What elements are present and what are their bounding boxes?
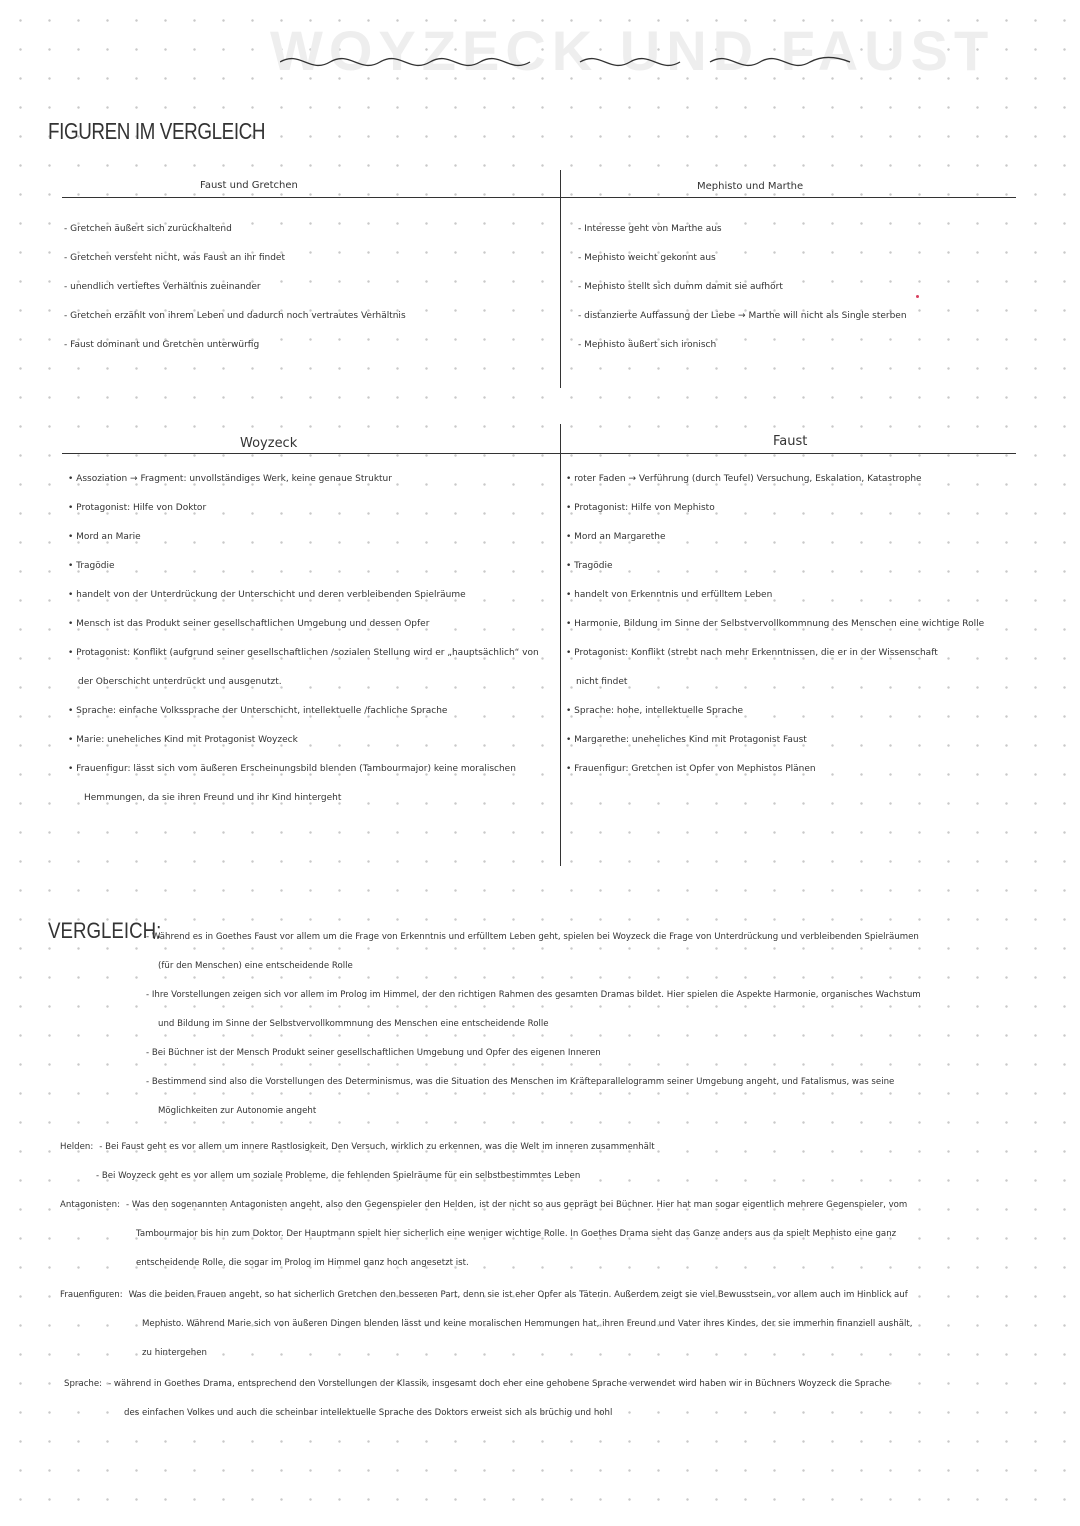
bottom-table-hline	[62, 453, 1016, 454]
list-item: - Gretchen versteht nicht, was Faust an ihr findet	[64, 253, 285, 263]
helden-section	[60, 1133, 1020, 1191]
red-dot-mark	[916, 295, 919, 298]
list-item: • Protagonist: Konflikt (aufgrund seiner gesellschaftlichen /sozialen Stellung wird er „hauptsächlich“ von	[68, 648, 539, 658]
frauenfiguren-line: zu hintergehen	[142, 1348, 207, 1358]
list-item: • Tragödie	[68, 561, 115, 571]
sprache-line: des einfachen Volkes und auch die scheinbar intellektuelle Sprache des Doktors erweist sich als brüchig und hohl	[124, 1408, 613, 1418]
list-item: • Frauenfigur: lässt sich vom äußeren Erscheinungsbild blenden (Tambourmajor) keine moralischen	[68, 764, 516, 774]
vergleich-line: und Bildung im Sinne der Selbstvervollkommnung des Menschen eine entscheidende Rolle	[158, 1019, 549, 1029]
vergleich-line: (für den Menschen) eine entscheidende Rolle	[158, 961, 353, 971]
title-squiggle	[280, 40, 860, 80]
list-item: • Sprache: einfache Volkssprache der Unterschicht, intellektuelle /fachliche Sprache	[68, 706, 448, 716]
frauenfiguren-section	[60, 1281, 1040, 1368]
vergleich-text	[146, 923, 1026, 1126]
list-item: • Protagonist: Hilfe von Mephisto	[566, 503, 715, 513]
list-item: - unendlich vertieftes Verhältnis zueinander	[64, 282, 261, 292]
sprache-label: Sprache:	[64, 1379, 103, 1389]
woyzeck-list	[68, 472, 539, 820]
frauenfiguren-label: Frauenfiguren:	[60, 1290, 123, 1300]
list-item: • Tragödie	[566, 561, 613, 571]
list-item: - Gretchen erzählt von ihrem Leben und dadurch noch vertrautes Verhältnis	[64, 311, 406, 321]
faust-list	[566, 472, 984, 791]
list-item: • handelt von der Unterdrückung der Unterschicht und deren verbleibenden Spielräume	[68, 590, 466, 600]
list-item: • Mensch ist das Produkt seiner gesellschaftlichen Umgebung und dessen Opfer	[68, 619, 430, 629]
vergleich-label: VERGLEICH:	[48, 918, 162, 943]
list-item: • Assoziation → Fragment: unvollständiges Werk, keine genaue Struktur	[68, 474, 392, 484]
list-item: - Interesse geht von Marthe aus	[578, 224, 722, 234]
list-item: • Sprache: hohe, intellektuelle Sprache	[566, 706, 744, 716]
list-item: - Gretchen äußert sich zurückhaltend	[64, 224, 232, 234]
antagonisten-line: entscheidende Rolle, die sogar im Prolog im Himmel ganz hoch angesetzt ist.	[136, 1258, 469, 1268]
vergleich-line: - Während es in Goethes Faust vor allem um die Frage von Erkenntnis und erfülltem Leben geht, spielen bei Woyzeck die Frage von Unterdrückung und verbleibenden Spielräumen	[146, 932, 919, 942]
list-item: • Mord an Margarethe	[566, 532, 666, 542]
top-table-hline	[62, 197, 1016, 198]
frauenfiguren-line: Was die beiden Frauen angeht, so hat sicherlich Gretchen den besseren Part, denn sie ist eher Opfer als Täterin. Außerdem zeigt sie viel Bewusstsein, vor allem auch im Hinblick auf	[128, 1290, 908, 1300]
helden-line: - Bei Woyzeck geht es vor allem um soziale Probleme, die fehlenden Spielräume für ein selbstbestimmtes Leben	[96, 1171, 581, 1181]
list-item: - distanzierte Auffassung der Liebe → Marthe will nicht als Single sterben	[578, 311, 907, 321]
page-title: WOYZECK UND FAUST	[270, 19, 995, 82]
vergleich-line: - Bei Büchner ist der Mensch Produkt seiner gesellschaftlichen Umgebung und Opfer des eigenen Inneren	[146, 1048, 601, 1058]
sprache-line: - während in Goethes Drama, entsprechend den Vorstellungen der Klassik, insgesamt doch eher eine gehobene Sprache verwendet wird haben wir in Büchners Woyzeck die Sprache	[108, 1379, 890, 1389]
list-item-continuation: nicht findet	[576, 677, 628, 687]
sprache-section	[64, 1370, 1034, 1428]
list-item: - Mephisto weicht gekonnt aus	[578, 253, 716, 263]
faust-header: Faust	[773, 434, 808, 449]
list-item-continuation: der Oberschicht unterdrückt und ausgenutzt.	[78, 677, 282, 687]
list-item: - Faust dominant und Gretchen unterwürfig	[64, 340, 260, 350]
list-item: • roter Faden → Verführung (durch Teufel) Versuchung, Eskalation, Katastrophe	[566, 474, 922, 484]
vergleich-line: - Ihre Vorstellungen zeigen sich vor allem im Prolog im Himmel, der den richtigen Rahmen des gesamten Dramas bildet. Hier spielen die Aspekte Harmonie, organisches Wachstum	[146, 990, 921, 1000]
list-item: • Frauenfigur: Gretchen ist Opfer von Mephistos Plänen	[566, 764, 816, 774]
section-heading: FIGUREN IM VERGLEICH	[48, 118, 266, 144]
helden-label: Helden:	[60, 1142, 94, 1152]
antagonisten-label: Antagonisten:	[60, 1200, 120, 1210]
vergleich-line: - Bestimmend sind also die Vorstellungen des Determinismus, was die Situation des Menschen im Kräfteparallelogramm seiner Umgebung angeht, und Fatalismus, was seine	[146, 1077, 895, 1087]
list-item-continuation: Hemmungen, da sie ihren Freund und ihr Kind hintergeht	[84, 793, 342, 803]
list-item: • Protagonist: Konflikt (strebt nach mehr Erkenntnissen, die er in der Wissenschaft	[566, 648, 938, 658]
helden-line: - Bei Faust geht es vor allem um innere Rastlosigkeit, Den Versuch, wirklich zu erkennen, was die Welt im inneren zusammenhält	[99, 1142, 655, 1152]
antagonisten-section	[60, 1191, 1040, 1278]
list-item: - Mephisto stellt sich dumm damit sie aufhört	[578, 282, 783, 292]
antagonisten-line: - Was den sogenannten Antagonisten angeht, also den Gegenspieler den Helden, ist der nicht so aus geprägt bei Büchner. Hier hat man sogar eigentlich mehrere Gegenspieler, vom	[125, 1200, 908, 1210]
list-item: • Mord an Marie	[68, 532, 141, 542]
faust-gretchen-list	[64, 222, 406, 367]
bottom-table-vline	[560, 424, 561, 866]
list-item: • Marie: uneheliches Kind mit Protagonist Woyzeck	[68, 735, 298, 745]
frauenfiguren-line: Mephisto. Während Marie sich von äußeren Dingen blenden lässt und keine moralischen Hemmungen hat, ihren Freund und Vater ihres Kindes, der sie immerhin finanziell aushält,	[142, 1319, 913, 1329]
list-item: - Mephisto äußert sich ironisch	[578, 340, 717, 350]
woyzeck-header: Woyzeck	[240, 436, 298, 451]
antagonisten-line: Tambourmajor bis hin zum Doktor. Der Hauptmann spielt hier sicherlich eine weniger wichtige Rolle. In Goethes Drama sieht das Ganze anders aus da spielt Mephisto eine ganz	[136, 1229, 897, 1239]
mephisto-marthe-header: Mephisto und Marthe	[697, 181, 804, 192]
mephisto-marthe-list	[578, 222, 907, 367]
top-table-vline	[560, 170, 561, 388]
list-item: • Protagonist: Hilfe von Doktor	[68, 503, 207, 513]
faust-gretchen-header: Faust und Gretchen	[200, 180, 298, 191]
list-item: • Harmonie, Bildung im Sinne der Selbstvervollkommnung des Menschen eine wichtige Rolle	[566, 619, 985, 629]
list-item: • Margarethe: uneheliches Kind mit Protagonist Faust	[566, 735, 807, 745]
list-item: • handelt von Erkenntnis und erfülltem Leben	[566, 590, 773, 600]
vergleich-line: Möglichkeiten zur Autonomie angeht	[158, 1106, 317, 1116]
